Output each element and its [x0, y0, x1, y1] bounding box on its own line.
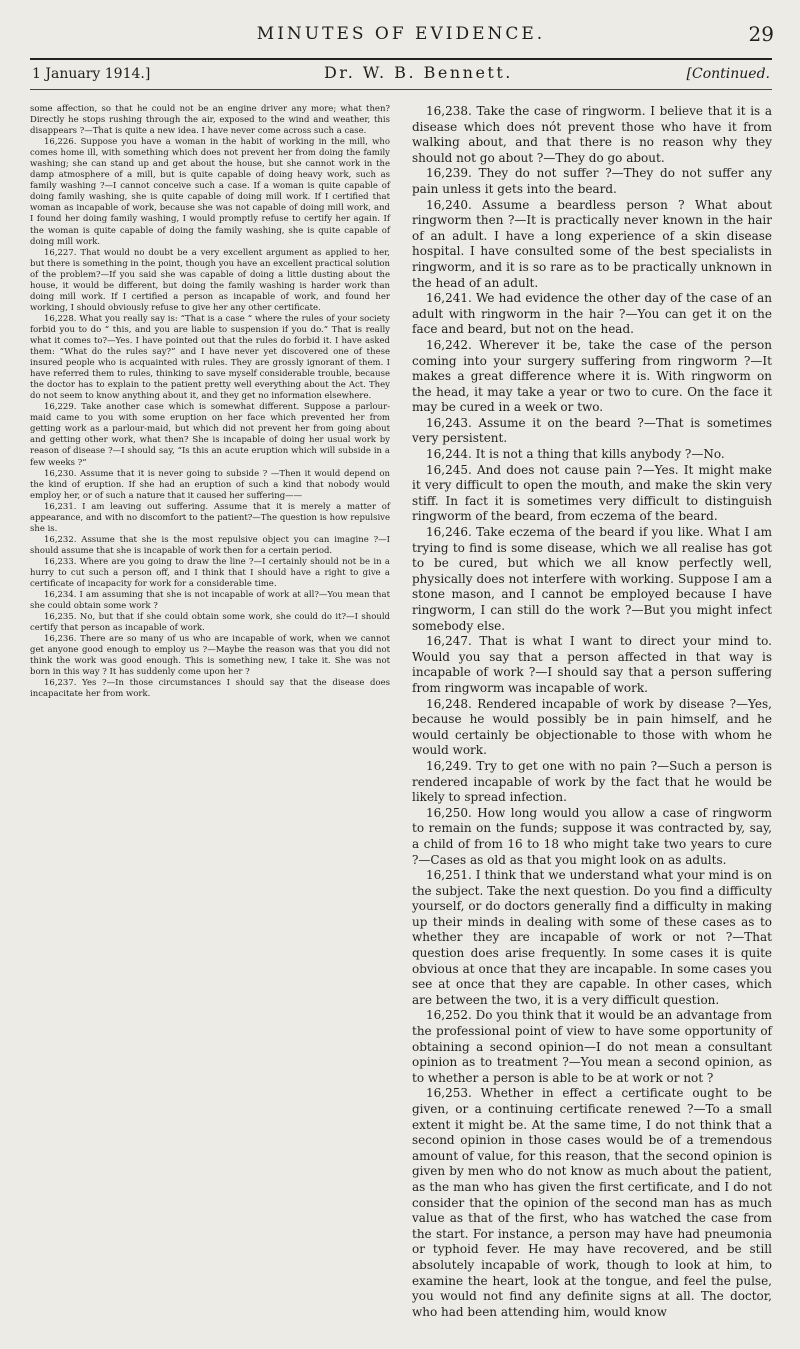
paragraph: 16,242. Wherever it be, take the case of the person coming into your surgery suffering from ringworm ?—It makes a great difference where it is. With ringworm on the head, it may take a year or two to cure. On the face it may be cured in a week or two. [412, 337, 772, 415]
paragraph: 16,228. What you really say is: “That is a case “ where the rules of your society forbid you to do “ this, and you are liable to suspension if you do.” That is really what it comes to?—Yes. I have pointed out that the rules do forbid it. I have asked them: “What do the rules say?” and I have never yet discovered one of these insured people who is acquainted with rules. They are grossly ignorant of them. I have referred them to rules, thinking to save myself considerable trouble, because the doctor has to explain to the patient pretty well everything about the Act. They do not seem to know anything about it, and they get no information elsewhere. [30, 313, 390, 402]
paragraph: 16,231. I am leaving out suffering. Assume that it is merely a matter of appearance, and with no discomfort to the patient?—The question is how repulsive she is. [30, 501, 390, 534]
paragraph: 16,240. Assume a beardless person ? What about ringworm then ?—It is practically never known in the hair of an adult. I have a long experience of a skin disease hospital. I have consulted some of the best specialists in ringworm, and it is so rare as to be practically unknown in the head of an adult. [412, 197, 772, 290]
paragraph: 16,243. Assume it on the beard ?—That is sometimes very persistent. [412, 415, 772, 446]
sitting-date: 1 January 1914.] [32, 66, 151, 82]
paragraph: 16,246. Take eczema of the beard if you like. What I am trying to find is some disease, which we all realise has got to be cured, but which we all know perfectly well, physically does not interfere with working. Suppose I am a stone mason, and I cannot be employed because I have ringworm, I can still do the work ?—But you might infect somebody else. [412, 525, 772, 633]
paragraph: 16,248. Rendered incapable of work by disease ?—Yes, because he would possibly be in pain himself, and he would certainly be objectionable to those with whom he would work. [412, 696, 772, 758]
paragraph: 16,227. That would no doubt be a very excellent argument as applied to her, but there is something in the point, though you have an excellent practical solution of the problem?—If you said she was capable of doing a little dusting about the house, it would be different, but doing the family washing is harder work than doing mill work. If I certified a person as incapable of work, and found her working, I should obviously refuse to give her any other certificate. [30, 247, 390, 313]
paragraph: 16,245. And does not cause pain ?—Yes. It might make it very difficult to open the mouth, and make the skin very stiff. In fact it is sometimes very difficult to distinguish ringworm of the beard, from eczema of the beard. [412, 462, 772, 524]
paragraph: 16,234. I am assuming that she is not incapable of work at all?—You mean that she could obtain some work ? [30, 590, 390, 612]
paragraph: 16,233. Where are you going to draw the line ?—I certainly should not be in a hurry to cut such a person off, and I think that I should have a right to give a certificate of incapacity for work for a considerable time. [30, 556, 390, 590]
paragraph: 16,235. No, but that if she could obtain some work, she could do it?—I should certify that person as incapable of work. [30, 612, 390, 634]
paragraph: 16,226. Suppose you have a woman in the habit of working in the mill, who comes home ill, with something which does not prevent her from doing the family washing; she can stand up and get about the house, but she cannot work in the damp atmosphere of a mill, but is quite capable of doing heavy work, such as family washing ?—I cannot conceive such a case. If a woman is quite capable of doing family washing, she is quite capable of doing mill work. If I certified that woman as incapable of work, because she was not capable of doing mill work, and I found her doing family washing, I would promptly refuse to certify her again. If the woman is quite capable of doing the family washing, she is quite capable of doing mill work. [30, 137, 390, 247]
paragraph: some affection, so that he could not be an engine driver any more; what then? Directly he stops rushing through the air, exposed to the wind and weather, this disappears ?—That is quite a new idea. I have never come across such a case. [30, 104, 390, 137]
header-underline [30, 89, 772, 90]
paragraph: 16,253. Whether in effect a certificate ought to be given, or a continuing certificate renewed ?—To a small extent it might be. At the same time, I do not think that a second opinion in those cases would be of a tremendous amount of value, for this reason, that the second opinion is given by men who do not know as much about the patient, as the man who has given the first certificate, and I do not consider that the opinion of the second man has as much value as that of the first, who has watched the case from the start. For instance, a person may have had pneumonia or typhoid fever. He may have recovered, and be still absolutely incapable of work, though to look at him, to examine the heart, look at the tongue, and feel the pulse, you would not find any definite signs at all. The doctor, who had been attending him, would know [412, 1086, 772, 1319]
paragraph: 16,244. It is not a thing that kills anybody ?—No. [426, 447, 725, 462]
paragraph: 16,247. That is what I want to direct your mind to. Would you say that a person affected in that way is incapable of work ?—I should say that a person suffering from ringworm was incapable of work. [412, 634, 772, 695]
paragraph: 16,230. Assume that it is never going to subside ? —Then it would depend on the kind of eruption. If she had an eruption of such a kind that nobody would employ her, or of such a nature that it caused her suffering—— [30, 468, 390, 501]
paragraph: 16,249. Try to get one with no pain ?—Such a person is rendered incapable of work by the fact that he would be likely to spread infection. [412, 758, 772, 805]
paragraph: 16,232. Assume that she is the most repulsive object you can imagine ?—I should assume that she is incapable of work then for a certain period. [30, 534, 390, 556]
right-column [412, 104, 772, 1320]
paragraph: 16,251. I think that we understand what your mind is on the subject. Take the next question. Do you find a difficulty yourself, or do doctors generally find a difficulty in making up their minds in dealing with some of these cases as to whether they are incapable of work or not ?—That question does arise frequently. In some cases it is quite obvious at once that they are incapable. In some cases you see at once that they are capable. In other cases, which are between the two, it is a very difficult question. [412, 868, 772, 1007]
paragraph: 16,238. Take the case of ringworm. I believe that it is a disease which does nót prevent those who have it from walking about, and that there is no reason why they should not go about ?—They do go about. [412, 104, 772, 165]
paragraph: 16,252. Do you think that it would be an advantage from the professional point of view to have some opportunity of obtaining a second opinion—I do not mean a consultant opinion as to treatment ?—You mean a second opinion, as to whether a person is able to be at work or not ? [412, 1008, 772, 1085]
paragraph: 16,241. We had evidence the other day of the case of an adult with ringworm in the hair ?—You can get it on the face and beard, but not on the head. [412, 291, 772, 337]
text-columns [30, 104, 772, 1320]
paragraph: 16,237. Yes ?—In those circumstances I should say that the disease does incapacitate her from work. [30, 678, 390, 700]
paragraph: 16,239. They do not suffer ?—They do not suffer any pain unless it gets into the beard. [412, 166, 772, 196]
left-column [30, 104, 390, 1320]
paragraph: 16,250. How long would you allow a case of ringworm to remain on the funds; suppose it was contracted by, say, a child of from 16 to 18 who might take two years to cure ?—Cases as old as that you might look on as adults. [412, 805, 772, 867]
header-row [30, 60, 772, 85]
witness-name: Dr. W. B. Bennett. [323, 63, 513, 82]
paragraph: 16,236. There are so many of us who are incapable of work, when we cannot get anyone good enough to employ us ?—Maybe the reason was that you did not think the work was good enough. This is something new, I take it. She was not born in this way ? It has suddenly come upon her ? [30, 634, 390, 678]
continued-label: [Continued. [686, 66, 770, 82]
running-title: MINUTES OF EVIDENCE. [256, 24, 546, 44]
page-number: 29 [748, 22, 774, 46]
paragraph: 16,229. Take another case which is somewhat different. Suppose a parlour-maid came to you with some eruption on her face which prevented her from getting work as a parlour-maid, but which did not prevent her from going about and getting other work, what then? She is incapable of doing her usual work by reason of disease ?—I should say, “Is this an acute eruption which will subside in a few weeks ?” [30, 402, 390, 468]
